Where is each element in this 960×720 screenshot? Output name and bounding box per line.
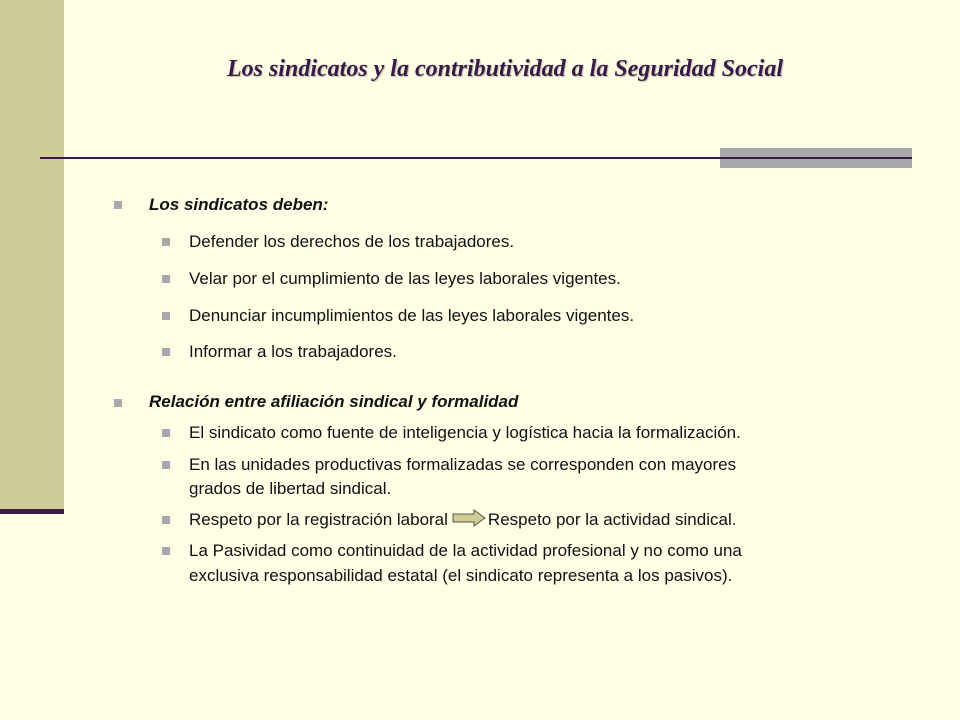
list-item: Informar a los trabajadores. xyxy=(189,342,397,361)
square-bullet-icon xyxy=(162,348,170,356)
section-heading: Relación entre afiliación sindical y formalidad xyxy=(149,392,519,411)
square-bullet-icon xyxy=(114,399,122,407)
square-bullet-icon xyxy=(162,461,170,469)
list-item: En las unidades productivas formalizadas se corresponden con mayores xyxy=(189,455,737,474)
right-arrow-icon xyxy=(452,509,486,533)
title-rule xyxy=(40,157,912,159)
list-item: Defender los derechos de los trabajadores. xyxy=(189,232,515,251)
left-bar-underline xyxy=(0,509,64,514)
list-item: Velar por el cumplimiento de las leyes laborales vigentes. xyxy=(189,269,621,288)
list-item: La Pasividad como continuidad de la actividad profesional y no como una xyxy=(189,541,742,560)
square-bullet-icon xyxy=(162,275,170,283)
square-bullet-icon xyxy=(162,429,170,437)
section-heading: Los sindicatos deben: xyxy=(149,195,329,214)
list-item-text-right: Respeto por la actividad sindical. xyxy=(487,510,737,529)
list-item-continuation: exclusiva responsabilidad estatal (el sindicato representa a los pasivos). xyxy=(189,566,733,585)
slide-title: Los sindicatos y la contributividad a la Seguridad Social xyxy=(226,56,784,82)
list-item xyxy=(189,508,736,533)
list-item: El sindicato como fuente de inteligencia y logística hacia la formalización. xyxy=(189,423,741,442)
list-item: Denunciar incumplimientos de las leyes laborales vigentes. xyxy=(189,306,635,325)
square-bullet-icon xyxy=(162,238,170,246)
left-decorative-bar xyxy=(0,0,64,510)
list-item-continuation: grados de libertad sindical. xyxy=(189,479,392,498)
square-bullet-icon xyxy=(114,201,122,209)
square-bullet-icon xyxy=(162,547,170,555)
square-bullet-icon xyxy=(162,312,170,320)
list-item-text-left: Respeto por la registración laboral xyxy=(189,510,448,529)
square-bullet-icon xyxy=(162,516,170,524)
